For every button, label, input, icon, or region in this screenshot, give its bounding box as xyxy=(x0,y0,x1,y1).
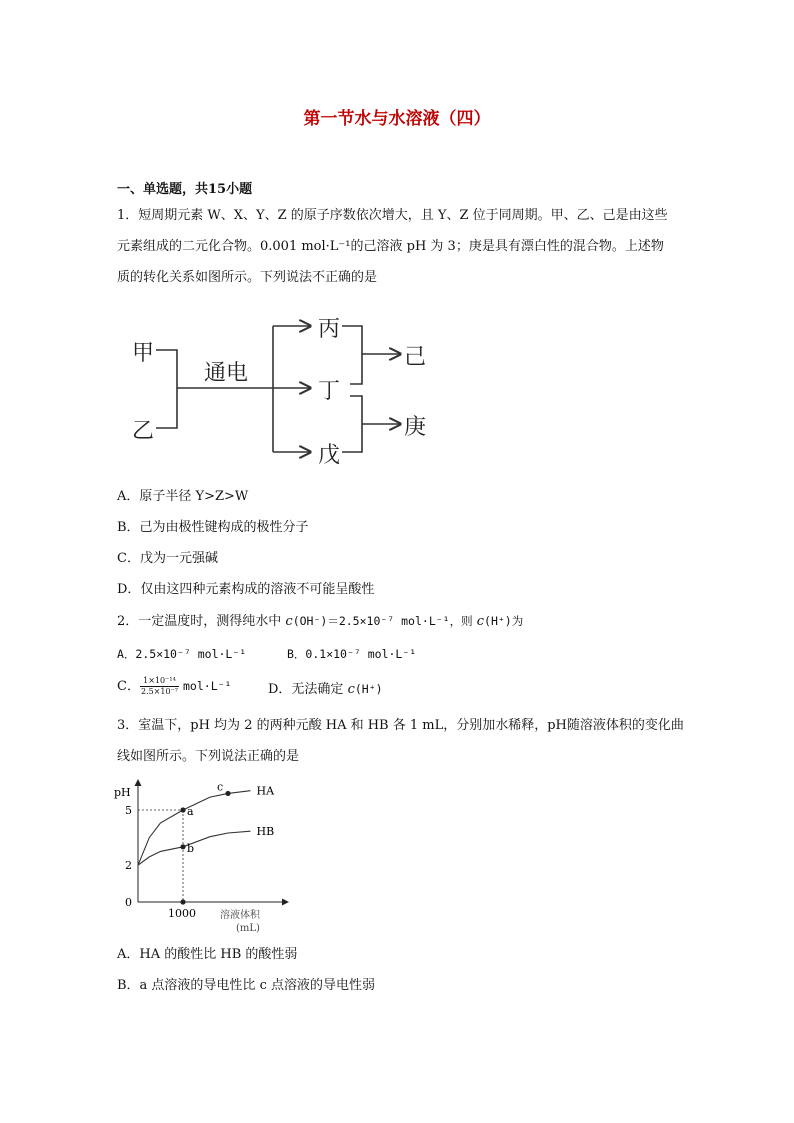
q2-option-d-var: c xyxy=(347,682,355,697)
q1-option-a: A．原子半径 Y>Z>W xyxy=(117,489,249,504)
q2-option-d-tail: (H⁺) xyxy=(354,682,383,696)
point-label-b: b xyxy=(187,841,195,855)
q2-stem-part2: (OH⁻)＝2.5×10⁻⁷ mol·L⁻¹，则 xyxy=(292,614,473,628)
diagram-yi: 乙 xyxy=(132,419,155,444)
diagram-bing: 丙 xyxy=(318,317,341,342)
q3-stem-line1: 3．室温下，pH 均为 2 的两种元酸 HA 和 HB 各 1 mL，分别加水稀释，pH随溶液体积的变化曲 xyxy=(117,718,684,733)
x-tick-marker xyxy=(180,899,185,904)
fraction-numerator: 1×10⁻¹⁴ xyxy=(140,676,179,687)
q1-option-c: C．戊为一元强碱 xyxy=(117,551,218,566)
point-label-c: c xyxy=(217,780,224,794)
series-label-ha: HA xyxy=(256,784,275,798)
data-point-b xyxy=(180,844,185,849)
q1-option-b: B．己为由极性键构成的极性分子 xyxy=(117,520,309,535)
q2-option-b: B．0.1×10⁻⁷ mol·L⁻¹ xyxy=(287,647,417,661)
x-tick-label: 1000 xyxy=(168,907,196,920)
diagram-geng: 庚 xyxy=(404,415,427,440)
y-tick-label: 0 xyxy=(125,896,132,909)
q2-stem-var2: c xyxy=(476,614,485,629)
x-axis-unit: (mL) xyxy=(236,923,260,934)
fraction-denominator: 2.5×10⁻⁷ xyxy=(140,687,178,696)
q2-option-c-fraction xyxy=(140,676,179,697)
q2-option-c-prefix: C． xyxy=(117,679,140,694)
data-point-a xyxy=(180,807,185,812)
point-label-a: a xyxy=(187,805,194,818)
q2-option-a: A．2.5×10⁻⁷ mol·L⁻¹ xyxy=(117,647,247,661)
page-title: 第一节水与水溶液（四） xyxy=(303,109,491,129)
y-tick-label: 2 xyxy=(125,859,132,873)
x-axis-label: 溶液体积 xyxy=(220,910,260,921)
q1-option-d: D．仅由这四种元素构成的溶液不可能呈酸性 xyxy=(117,582,375,597)
q2-option-d xyxy=(268,679,383,700)
y-tick-label: 5 xyxy=(125,804,132,817)
q2-option-d-text: D．无法确定 xyxy=(268,682,344,697)
diagram-wu: 戊 xyxy=(318,443,341,468)
data-point-c xyxy=(225,791,230,796)
q1-reaction-diagram xyxy=(110,310,450,480)
q2-stem xyxy=(117,611,523,632)
series-label-hb: HB xyxy=(256,825,275,839)
y-axis-label: pH xyxy=(114,786,131,799)
section-heading: 一、单选题，共15小题 xyxy=(117,182,253,197)
series-line-hb xyxy=(138,831,251,865)
q3-option-b: B．a 点溶液的导电性比 c 点溶液的导电性弱 xyxy=(117,978,375,993)
ph-dilution-chart xyxy=(108,772,298,938)
q2-stem-var1: c xyxy=(285,614,293,629)
diagram-ding: 丁 xyxy=(318,379,341,404)
q3-option-a: A．HA 的酸性比 HB 的酸性弱 xyxy=(117,947,298,962)
q2-option-c xyxy=(117,676,231,697)
diagram-jia: 甲 xyxy=(132,341,155,366)
q3-stem-line2: 线如图所示。下列说法正确的是 xyxy=(117,749,300,764)
q2-option-c-unit: mol·L⁻¹ xyxy=(183,679,232,693)
q1-stem-line3: 质的转化关系如图所示。下列说法不正确的是 xyxy=(117,270,378,285)
diagram-ji: 己 xyxy=(404,345,427,370)
q2-stem-part1: 2．一定温度时，测得纯水中 xyxy=(117,614,282,629)
q1-stem-line2: 元素组成的二元化合物。0.001 mol·L⁻¹的己溶液 pH 为 3；庚是具有漂白性的混合物。上述物 xyxy=(117,239,664,254)
q1-stem-line1: 1．短周期元素 W、X、Y、Z 的原子序数依次增大，且 Y、Z 位于同周期。甲、乙、己是由这些 xyxy=(117,208,668,223)
q2-stem-part3: (H⁺)为 xyxy=(484,614,524,628)
diagram-tongdian: 通电 xyxy=(204,361,249,386)
